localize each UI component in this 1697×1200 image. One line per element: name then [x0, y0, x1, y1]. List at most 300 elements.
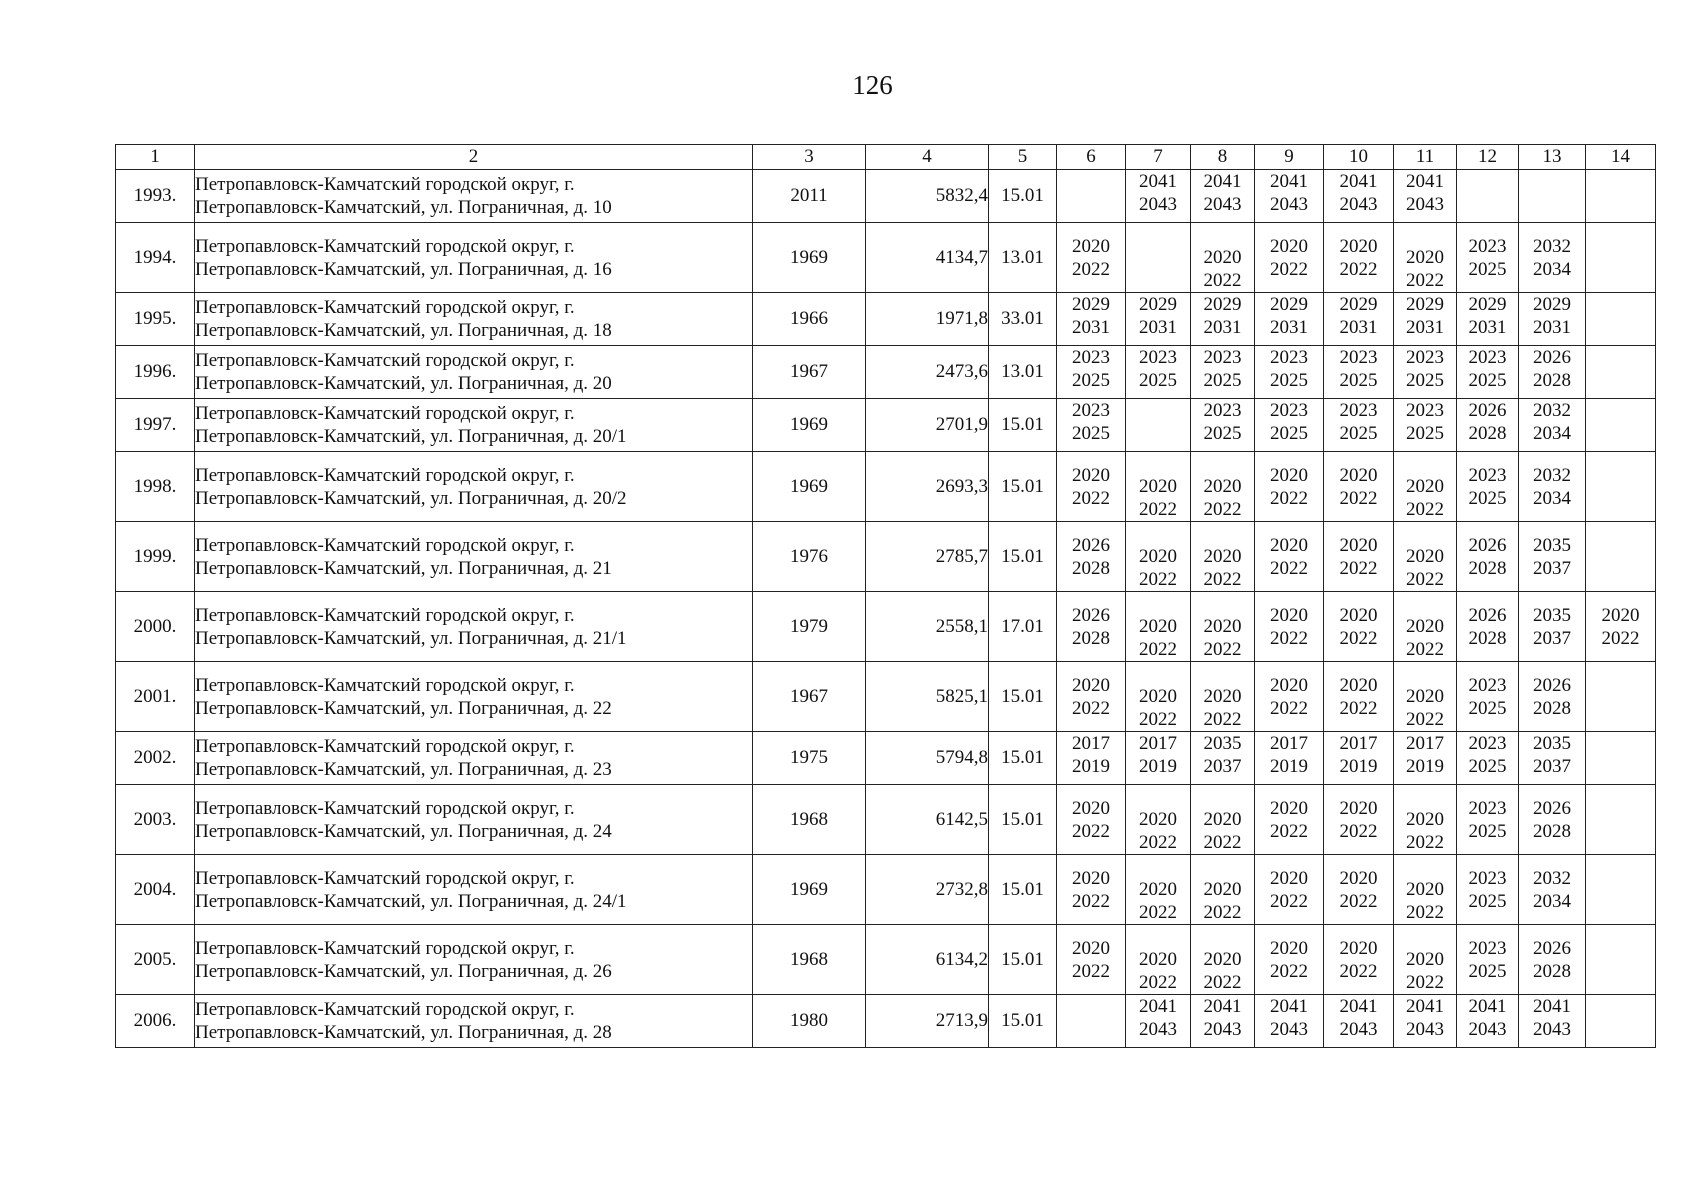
period-year: 2025	[1203, 370, 1242, 391]
period-cell	[1057, 522, 1126, 592]
period-cell	[1255, 592, 1324, 662]
period-year: 2020	[1339, 937, 1378, 959]
period-year: 2025	[1406, 423, 1444, 444]
period-year: 2022	[1072, 258, 1110, 280]
table-row	[116, 223, 1656, 293]
address-cell	[195, 522, 753, 592]
table-row	[116, 522, 1656, 592]
table-row	[116, 170, 1656, 223]
period-cell	[1126, 223, 1191, 293]
period-year: 2028	[1468, 557, 1507, 579]
period-year: 2043	[1270, 194, 1308, 215]
period-year: 2023	[1468, 674, 1507, 696]
period-year: 2023	[1339, 347, 1378, 368]
period-year: 2020	[1072, 674, 1110, 696]
period-cell	[1324, 592, 1394, 662]
period-cell	[1519, 170, 1586, 223]
period-cell	[1394, 662, 1457, 732]
address-cell	[195, 399, 753, 452]
period-year: 2041	[1203, 996, 1242, 1017]
row-number-cell: 1995.	[116, 293, 195, 346]
period-year: 2023	[1072, 347, 1110, 368]
period-year: 2017	[1072, 733, 1110, 754]
period-year: 2023	[1203, 400, 1242, 421]
period-cell	[1057, 995, 1126, 1048]
period-year: 2020	[1270, 674, 1308, 696]
period-cell	[1191, 452, 1255, 522]
period-cell	[1191, 399, 1255, 452]
period-cell	[1057, 662, 1126, 732]
period-cell	[1394, 995, 1457, 1048]
period-year: 2022	[1203, 972, 1242, 993]
period-year: 2022	[1406, 270, 1444, 291]
code-cell: 17.01	[989, 592, 1057, 662]
period-cell	[1255, 399, 1324, 452]
period-year: 2020	[1270, 235, 1308, 257]
period-year: 2037	[1533, 627, 1571, 649]
period-cell	[1519, 346, 1586, 399]
period-year: 2031	[1533, 317, 1571, 338]
period-cell	[1457, 592, 1519, 662]
address-line: Петропавловск-Камчатский городской округ, г.	[195, 350, 575, 371]
row-number-cell: 2006.	[116, 995, 195, 1048]
address-line: Петропавловск-Камчатский, ул. Пограничная, д. 20/2	[195, 487, 627, 509]
period-year: 2025	[1406, 370, 1444, 391]
address-cell	[195, 925, 753, 995]
period-year: 2031	[1339, 317, 1378, 338]
code-cell: 15.01	[989, 522, 1057, 592]
address-cell	[195, 170, 753, 223]
period-year: 2043	[1270, 1019, 1308, 1040]
period-year: 2020	[1203, 879, 1242, 900]
period-cell	[1126, 346, 1191, 399]
column-header: 9	[1255, 145, 1324, 170]
period-cell	[1191, 592, 1255, 662]
period-year: 2020	[1203, 476, 1242, 497]
period-year: 2025	[1468, 756, 1507, 777]
period-year: 2029	[1406, 294, 1444, 315]
period-year: 2041	[1339, 996, 1378, 1017]
period-year: 2017	[1139, 733, 1177, 754]
period-year: 2028	[1072, 627, 1110, 649]
period-year: 2031	[1203, 317, 1242, 338]
period-cell	[1586, 732, 1656, 785]
address-cell	[195, 223, 753, 293]
period-cell	[1126, 592, 1191, 662]
period-year: 2020	[1339, 867, 1378, 889]
row-number-cell: 1997.	[116, 399, 195, 452]
area-cell: 6134,2	[866, 925, 989, 995]
period-year: 2019	[1406, 756, 1444, 777]
code-cell: 15.01	[989, 170, 1057, 223]
column-header: 7	[1126, 145, 1191, 170]
address-cell	[195, 732, 753, 785]
period-year: 2022	[1270, 697, 1308, 719]
period-year: 2022	[1203, 270, 1242, 291]
commission-year-cell: 1969	[753, 223, 866, 293]
period-cell	[1324, 346, 1394, 399]
period-cell	[1191, 170, 1255, 223]
period-year: 2020	[1203, 809, 1242, 830]
table-row	[116, 293, 1656, 346]
period-cell	[1126, 732, 1191, 785]
period-year: 2022	[1339, 487, 1378, 509]
period-year: 2026	[1072, 604, 1110, 626]
period-year: 2017	[1406, 733, 1444, 754]
period-cell	[1255, 855, 1324, 925]
period-year: 2026	[1533, 937, 1571, 959]
period-cell	[1126, 925, 1191, 995]
period-year: 2043	[1139, 1019, 1177, 1040]
address-line: Петропавловск-Камчатский городской округ, г.	[195, 736, 575, 757]
period-year: 2029	[1072, 294, 1110, 315]
period-year: 2022	[1339, 697, 1378, 719]
period-cell	[1519, 732, 1586, 785]
period-year: 2022	[1601, 627, 1640, 649]
period-cell	[1519, 855, 1586, 925]
address-line: Петропавловск-Камчатский, ул. Пограничная, д. 26	[195, 960, 612, 982]
period-cell	[1519, 662, 1586, 732]
row-number-cell: 2000.	[116, 592, 195, 662]
period-year: 2022	[1270, 890, 1308, 912]
period-year: 2022	[1072, 487, 1110, 509]
column-header: 3	[753, 145, 866, 170]
period-year: 2041	[1339, 171, 1378, 192]
period-year: 2022	[1406, 639, 1444, 660]
period-year: 2025	[1468, 697, 1507, 719]
area-cell: 4134,7	[866, 223, 989, 293]
period-cell	[1394, 785, 1457, 855]
address-line: Петропавловск-Камчатский, ул. Пограничная, д. 21	[195, 557, 612, 579]
period-cell	[1126, 399, 1191, 452]
code-cell: 33.01	[989, 293, 1057, 346]
address-line: Петропавловск-Камчатский городской округ, г.	[195, 297, 575, 318]
period-cell	[1191, 223, 1255, 293]
address-line: Петропавловск-Камчатский городской округ, г.	[195, 604, 575, 626]
period-year: 2020	[1203, 949, 1242, 970]
period-cell	[1519, 785, 1586, 855]
table-row	[116, 732, 1656, 785]
period-year: 2022	[1270, 258, 1308, 280]
column-number-row	[116, 145, 1656, 170]
period-year: 2029	[1203, 294, 1242, 315]
period-year: 2020	[1139, 879, 1177, 900]
address-line: Петропавловск-Камчатский городской округ, г.	[195, 403, 575, 424]
period-year: 2020	[1339, 797, 1378, 819]
period-year: 2043	[1203, 194, 1242, 215]
period-year: 2028	[1533, 697, 1571, 719]
period-cell	[1457, 452, 1519, 522]
period-cell	[1324, 732, 1394, 785]
period-year: 2023	[1468, 867, 1507, 889]
column-header: 13	[1519, 145, 1586, 170]
period-year: 2034	[1533, 487, 1571, 509]
period-year: 2029	[1533, 294, 1571, 315]
period-year: 2022	[1072, 890, 1110, 912]
period-year: 2022	[1072, 960, 1110, 982]
row-number-cell: 2005.	[116, 925, 195, 995]
period-cell	[1457, 732, 1519, 785]
address-line: Петропавловск-Камчатский, ул. Пограничная, д. 28	[195, 1022, 612, 1043]
address-line: Петропавловск-Камчатский городской округ, г.	[195, 674, 575, 696]
period-year: 2022	[1139, 902, 1177, 923]
column-header: 14	[1586, 145, 1656, 170]
period-cell	[1394, 452, 1457, 522]
period-year: 2041	[1270, 996, 1308, 1017]
period-year: 2034	[1533, 258, 1571, 280]
period-year: 2043	[1406, 194, 1444, 215]
period-cell	[1255, 223, 1324, 293]
column-header: 12	[1457, 145, 1519, 170]
period-year: 2017	[1270, 733, 1308, 754]
period-cell	[1324, 785, 1394, 855]
period-cell	[1519, 399, 1586, 452]
period-cell	[1457, 223, 1519, 293]
commission-year-cell: 1975	[753, 732, 866, 785]
period-year: 2025	[1468, 370, 1507, 391]
period-cell	[1057, 452, 1126, 522]
address-line: Петропавловск-Камчатский, ул. Пограничная, д. 20	[195, 373, 612, 394]
period-cell	[1324, 293, 1394, 346]
table-row	[116, 346, 1656, 399]
period-year: 2041	[1203, 171, 1242, 192]
code-cell: 15.01	[989, 855, 1057, 925]
period-year: 2020	[1270, 937, 1308, 959]
period-year: 2043	[1533, 1019, 1571, 1040]
period-cell	[1586, 170, 1656, 223]
commission-year-cell: 1966	[753, 293, 866, 346]
period-year: 2019	[1339, 756, 1378, 777]
period-cell	[1126, 522, 1191, 592]
period-cell	[1057, 293, 1126, 346]
period-year: 2023	[1468, 797, 1507, 819]
period-year: 2029	[1339, 294, 1378, 315]
period-year: 2026	[1533, 347, 1571, 368]
row-number-cell: 2002.	[116, 732, 195, 785]
period-year: 2019	[1072, 756, 1110, 777]
table-row	[116, 785, 1656, 855]
period-year: 2020	[1406, 879, 1444, 900]
period-year: 2026	[1468, 400, 1507, 421]
row-number-cell: 1996.	[116, 346, 195, 399]
commission-year-cell: 1969	[753, 855, 866, 925]
address-line: Петропавловск-Камчатский городской округ, г.	[195, 235, 575, 257]
period-cell	[1126, 170, 1191, 223]
period-year: 2029	[1139, 294, 1177, 315]
row-number-cell: 2004.	[116, 855, 195, 925]
period-year: 2041	[1468, 996, 1507, 1017]
code-cell: 15.01	[989, 925, 1057, 995]
period-cell	[1255, 995, 1324, 1048]
period-cell	[1586, 785, 1656, 855]
period-cell	[1586, 346, 1656, 399]
commission-year-cell: 1968	[753, 925, 866, 995]
period-year: 2020	[1339, 604, 1378, 626]
period-year: 2019	[1270, 756, 1308, 777]
period-year: 2020	[1406, 616, 1444, 637]
period-cell	[1126, 995, 1191, 1048]
commission-year-cell: 1979	[753, 592, 866, 662]
period-year: 2025	[1468, 960, 1507, 982]
period-year: 2035	[1533, 733, 1571, 754]
period-year: 2023	[1339, 400, 1378, 421]
period-cell	[1394, 592, 1457, 662]
period-year: 2020	[1406, 476, 1444, 497]
address-cell	[195, 452, 753, 522]
period-cell	[1519, 592, 1586, 662]
address-cell	[195, 346, 753, 399]
address-line: Петропавловск-Камчатский городской округ, г.	[195, 534, 575, 556]
area-cell: 5825,1	[866, 662, 989, 732]
row-number-cell: 1994.	[116, 223, 195, 293]
period-cell	[1255, 170, 1324, 223]
period-year: 2020	[1203, 616, 1242, 637]
address-cell	[195, 592, 753, 662]
period-year: 2020	[1139, 476, 1177, 497]
period-year: 2020	[1406, 809, 1444, 830]
period-cell	[1394, 223, 1457, 293]
period-cell	[1126, 855, 1191, 925]
period-cell	[1457, 995, 1519, 1048]
period-cell	[1191, 293, 1255, 346]
period-year: 2022	[1270, 820, 1308, 842]
period-year: 2025	[1468, 820, 1507, 842]
period-cell	[1255, 732, 1324, 785]
period-year: 2022	[1203, 709, 1242, 730]
period-year: 2020	[1139, 809, 1177, 830]
row-number-cell: 1998.	[116, 452, 195, 522]
period-year: 2022	[1406, 832, 1444, 853]
period-year: 2022	[1139, 569, 1177, 590]
period-year: 2022	[1270, 960, 1308, 982]
period-year: 2020	[1203, 686, 1242, 707]
period-cell	[1324, 995, 1394, 1048]
period-cell	[1191, 785, 1255, 855]
commission-year-cell: 2011	[753, 170, 866, 223]
period-year: 2041	[1139, 996, 1177, 1017]
column-header: 5	[989, 145, 1057, 170]
row-number-cell: 1999.	[116, 522, 195, 592]
period-cell	[1324, 452, 1394, 522]
address-cell	[195, 995, 753, 1048]
period-cell	[1255, 522, 1324, 592]
period-cell	[1057, 223, 1126, 293]
period-year: 2025	[1468, 487, 1507, 509]
address-line: Петропавловск-Камчатский, ул. Пограничная, д. 24/1	[195, 890, 627, 912]
period-year: 2031	[1270, 317, 1308, 338]
period-year: 2025	[1072, 370, 1110, 391]
period-year: 2020	[1339, 235, 1378, 257]
period-year: 2041	[1533, 996, 1571, 1017]
period-year: 2043	[1406, 1019, 1444, 1040]
period-year: 2032	[1533, 867, 1571, 889]
period-year: 2022	[1270, 557, 1308, 579]
row-number-cell: 2001.	[116, 662, 195, 732]
period-cell	[1057, 732, 1126, 785]
period-year: 2029	[1270, 294, 1308, 315]
period-year: 2029	[1468, 294, 1507, 315]
period-year: 2041	[1270, 171, 1308, 192]
period-year: 2022	[1203, 902, 1242, 923]
housing-repair-table	[115, 144, 1656, 1048]
area-cell: 2732,8	[866, 855, 989, 925]
period-year: 2023	[1468, 733, 1507, 754]
period-year: 2043	[1339, 1019, 1378, 1040]
period-cell	[1057, 399, 1126, 452]
area-cell: 2785,7	[866, 522, 989, 592]
period-cell	[1394, 925, 1457, 995]
period-year: 2037	[1203, 756, 1242, 777]
period-year: 2035	[1533, 604, 1571, 626]
period-year: 2043	[1468, 1019, 1507, 1040]
row-number-cell: 2003.	[116, 785, 195, 855]
table-body	[116, 170, 1656, 1048]
period-year: 2026	[1533, 797, 1571, 819]
period-year: 2031	[1406, 317, 1444, 338]
period-year: 2031	[1468, 317, 1507, 338]
period-cell	[1255, 346, 1324, 399]
period-cell	[1457, 855, 1519, 925]
period-year: 2025	[1270, 370, 1308, 391]
period-cell	[1057, 592, 1126, 662]
period-year: 2022	[1139, 499, 1177, 520]
column-header: 11	[1394, 145, 1457, 170]
period-cell	[1057, 925, 1126, 995]
period-year: 2022	[1406, 499, 1444, 520]
period-year: 2020	[1406, 686, 1444, 707]
period-cell	[1191, 855, 1255, 925]
address-line: Петропавловск-Камчатский, ул. Пограничная, д. 18	[195, 320, 612, 341]
table-row	[116, 995, 1656, 1048]
area-cell: 2473,6	[866, 346, 989, 399]
address-line: Петропавловск-Камчатский городской округ, г.	[195, 999, 575, 1020]
address-cell	[195, 662, 753, 732]
commission-year-cell: 1969	[753, 399, 866, 452]
period-cell	[1586, 662, 1656, 732]
period-cell	[1519, 452, 1586, 522]
address-line: Петропавловск-Камчатский, ул. Пограничная, д. 10	[195, 197, 612, 218]
area-cell: 5832,4	[866, 170, 989, 223]
period-cell	[1457, 522, 1519, 592]
period-cell	[1255, 925, 1324, 995]
period-year: 2041	[1139, 171, 1177, 192]
area-cell: 1971,8	[866, 293, 989, 346]
period-cell	[1586, 293, 1656, 346]
period-cell	[1255, 452, 1324, 522]
area-cell: 2701,9	[866, 399, 989, 452]
period-cell	[1586, 223, 1656, 293]
area-cell: 6142,5	[866, 785, 989, 855]
period-year: 2022	[1406, 972, 1444, 993]
period-cell	[1057, 170, 1126, 223]
column-header: 6	[1057, 145, 1126, 170]
area-cell: 2558,1	[866, 592, 989, 662]
address-line: Петропавловск-Камчатский городской округ, г.	[195, 937, 575, 959]
table-row	[116, 452, 1656, 522]
period-cell	[1324, 223, 1394, 293]
period-cell	[1586, 592, 1656, 662]
code-cell: 15.01	[989, 732, 1057, 785]
period-cell	[1255, 293, 1324, 346]
table-row	[116, 399, 1656, 452]
period-year: 2022	[1339, 557, 1378, 579]
address-line: Петропавловск-Камчатский, ул. Пограничная, д. 24	[195, 820, 612, 842]
period-year: 2022	[1139, 832, 1177, 853]
period-year: 2025	[1339, 370, 1378, 391]
period-year: 2020	[1203, 247, 1242, 268]
period-year: 2026	[1468, 534, 1507, 556]
period-year: 2023	[1468, 937, 1507, 959]
